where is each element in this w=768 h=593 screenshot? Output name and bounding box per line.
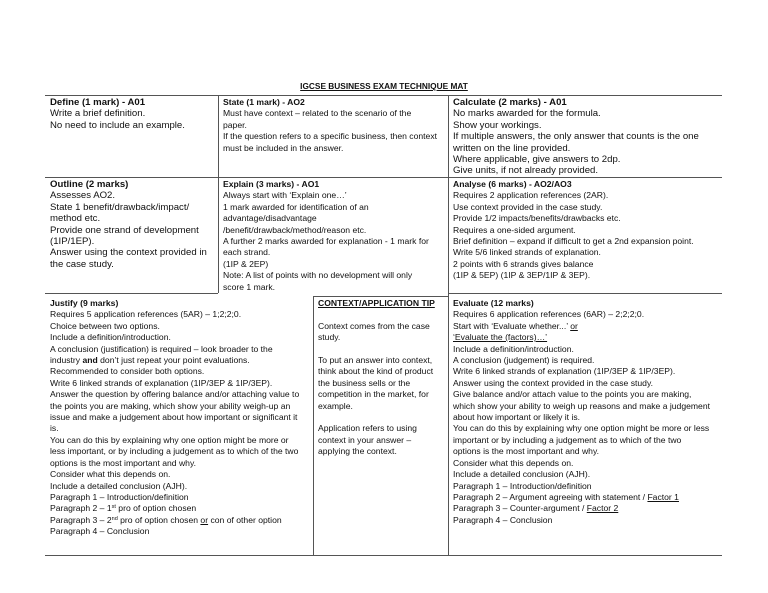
cell-line: Give units, if not already provided.: [453, 165, 599, 177]
row-divider-2-right: [448, 293, 722, 294]
cell-line: options is the most important and why.: [453, 446, 600, 457]
text-segment: st: [111, 504, 116, 511]
cell-state: [218, 96, 448, 155]
cell-line: [318, 309, 443, 320]
cell-line: paper.: [223, 119, 247, 130]
cell-heading: [453, 97, 717, 108]
text-segment: Evaluate (12 marks): [453, 298, 534, 308]
cell-line: Provide 1/2 impacts/benefits/drawbacks etc.: [453, 213, 621, 224]
cell-line: 2 points with 6 strands gives balance: [453, 258, 594, 269]
cell-line: Answer the question by offering balance and/or attaching value to: [50, 389, 300, 400]
text-segment: Factor 1: [647, 491, 679, 502]
text-segment: Analyse (6 marks) - AO2/AO3: [453, 179, 572, 189]
text-segment: pro of option chosen: [117, 514, 201, 525]
cell-line: A conclusion (justification) is required – look broader to the: [50, 343, 273, 354]
cell-line: [50, 515, 308, 526]
cell-line: Write 6 linked strands of explanation (1IP/3EP & 1IP/3EP).: [50, 377, 273, 388]
cell-line: [50, 503, 308, 514]
cell-line: Application refers to using: [318, 423, 417, 434]
cell-heading: [318, 298, 443, 309]
cell-define: [45, 96, 218, 132]
text-segment: CONTEXT/APPLICATION TIP: [318, 298, 435, 308]
cell-line: Always start with ‘Explain one…’: [223, 190, 347, 201]
cell-line: Show your workings.: [453, 119, 542, 131]
cell-line: Write a brief definition.: [50, 108, 146, 120]
cell-line: You can do this by explaining why one option might be more or less: [453, 423, 710, 434]
cell-line: Requires 6 application references (6AR) – 2;2;2;0.: [453, 309, 645, 320]
cell-line: [453, 492, 717, 503]
cell-line: Consider what this depends on.: [453, 457, 574, 468]
text-segment: Start with ‘Evaluate whether...’: [453, 320, 571, 331]
cell-line: written on the line provided.: [453, 142, 571, 154]
cell-line: must be included in the answer.: [223, 142, 344, 153]
table-border-bottom: [45, 555, 722, 556]
cell-line: Context comes from the case: [318, 320, 430, 331]
text-segment: Paragraph 3 – 2: [50, 514, 112, 525]
cell-line: example.: [318, 400, 353, 411]
cell-line: context in your answer –: [318, 434, 412, 445]
cell-line: Provide one strand of development: [50, 224, 199, 236]
cell-heading: [453, 298, 717, 309]
cell-line: State 1 benefit/drawback/impact/: [50, 201, 190, 213]
cell-line: think about the kind of product: [318, 366, 434, 377]
cell-line: No need to include an example.: [50, 119, 185, 131]
cell-line: applying the context.: [318, 446, 397, 457]
cell-line: [453, 332, 717, 343]
page-title: IGCSE BUSINESS EXAM TECHNIQUE MAT: [300, 81, 468, 91]
cell-line: Write 5/6 linked strands of explanation.: [453, 247, 601, 258]
text-segment: and: [82, 355, 98, 366]
cell-evaluate: [448, 297, 722, 527]
text-segment: Paragraph 2 – Argument agreeing with statement /: [453, 491, 648, 502]
cell-line: [453, 321, 717, 332]
cell-line: the business sells or the: [318, 377, 411, 388]
text-segment: Calculate (2 marks) - A01: [453, 97, 567, 108]
cell-line: To put an answer into context,: [318, 355, 433, 366]
cell-line: You can do this by explaining why one option might be more or: [50, 434, 289, 445]
cell-line: Requires a one-sided argument.: [453, 224, 576, 235]
text-segment: industry: [50, 355, 83, 366]
text-segment: ‘Evaluate the (factors)…’: [453, 332, 548, 343]
cell-line: score 1 mark.: [223, 281, 276, 292]
text-segment: Paragraph 3 – Counter-argument /: [453, 503, 587, 514]
cell-line: Paragraph 4 – Conclusion: [50, 526, 150, 537]
cell-line: Write 6 linked strands of explanation (1IP/3EP & 1IP/3EP).: [453, 366, 676, 377]
cell-line: 1 mark awarded for identification of an: [223, 201, 369, 212]
cell-line: Paragraph 1 – Introduction/definition: [50, 491, 189, 502]
cell-line: Include a definition/introduction.: [50, 332, 171, 343]
cell-line: Include a detailed conclusion (AJH).: [50, 480, 188, 491]
cell-context-tip: [313, 297, 448, 459]
cell-line: Answer using the context provided in: [50, 247, 207, 259]
cell-line: Requires 5 application references (5AR) – 1;2;2;0.: [50, 309, 242, 320]
cell-line: study.: [318, 332, 341, 343]
cell-line: Answer using the context provided in the case study.: [453, 377, 653, 388]
text-segment: Outline (2 marks): [50, 179, 129, 190]
cell-heading: [50, 179, 213, 190]
text-segment: or: [200, 514, 209, 525]
cell-outline: [45, 178, 218, 271]
cell-line: Consider what this depends on.: [50, 469, 171, 480]
cell-line: important or by including a judgement as to which of the two: [453, 434, 682, 445]
cell-line: Must have context – related to the scenario of the: [223, 108, 412, 119]
text-segment: con of other option: [208, 514, 282, 525]
text-segment: Factor 2: [586, 503, 619, 514]
cell-line: (1IP & 2EP): [223, 258, 269, 269]
cell-heading: [223, 97, 443, 108]
cell-line: less important, or by including a judgement as to which of the two: [50, 446, 299, 457]
row-divider-2-left: [45, 293, 218, 294]
cell-line: about how important or likely it is.: [453, 412, 581, 423]
cell-analyse: [448, 178, 722, 283]
cell-heading: [50, 97, 213, 108]
cell-heading: [50, 298, 308, 309]
cell-line: (1IP/1EP).: [50, 236, 95, 248]
cell-line: Assesses AO2.: [50, 190, 116, 202]
cell-line: Choice between two options.: [50, 320, 160, 331]
cell-line: which show your ability to weigh up reasons and make a judgement: [453, 400, 711, 411]
cell-line: method etc.: [50, 213, 101, 225]
cell-line: competition in the market, for: [318, 389, 429, 400]
cell-line: issue and make a judgement about how important or significant it: [50, 412, 298, 423]
cell-line: /benefit/drawback/method/reason etc.: [223, 224, 367, 235]
cell-line: [453, 503, 717, 514]
text-segment: Justify (9 marks): [50, 298, 119, 308]
cell-heading: [223, 179, 443, 190]
cell-line: Paragraph 1 – Introduction/definition: [453, 480, 592, 491]
cell-line: Include a definition/introduction.: [453, 343, 574, 354]
cell-line: Use context provided in the case study.: [453, 201, 603, 212]
cell-line: Where applicable, give answers to 2dp.: [453, 154, 621, 166]
cell-line: the points you are making, which show your ability weigh-up an: [50, 400, 291, 411]
cell-line: Requires 2 application references (2AR).: [453, 190, 609, 201]
cell-line: the case study.: [50, 258, 114, 270]
cell-line: If the question refers to a specific business, then context: [223, 131, 438, 142]
cell-line: [318, 344, 443, 355]
text-segment: State (1 mark) - AO2: [223, 97, 305, 107]
text-segment: don’t just repeat your point evaluations.: [97, 355, 250, 366]
cell-heading: [453, 179, 717, 190]
cell-justify: [45, 297, 313, 539]
text-segment: Paragraph 2 – 1: [50, 503, 112, 514]
cell-calculate: [448, 96, 722, 178]
cell-line: [50, 355, 308, 366]
cell-explain: [218, 178, 448, 294]
cell-line: Give balance and/or attach value to the points you are making,: [453, 389, 692, 400]
cell-line: Brief definition – expand if difficult to get a 2nd expansion point.: [453, 236, 694, 247]
cell-line: each strand.: [223, 247, 271, 258]
cell-line: Include a detailed conclusion (AJH).: [453, 469, 591, 480]
cell-line: If multiple answers, the only answer that counts is the one: [453, 131, 699, 143]
cell-line: Note: A list of points with no development will only: [223, 270, 413, 281]
cell-line: A further 2 marks awarded for explanation - 1 mark for: [223, 236, 429, 247]
text-segment: Define (1 mark) - A01: [50, 97, 146, 108]
cell-line: (1IP & 5EP) (1IP & 3EP/1IP & 3EP).: [453, 270, 591, 281]
cell-line: Paragraph 4 – Conclusion: [453, 514, 553, 525]
text-segment: pro of option chosen: [115, 503, 197, 514]
text-segment: Explain (3 marks) - AO1: [223, 179, 320, 189]
text-segment: nd: [111, 515, 118, 522]
cell-line: is.: [50, 423, 59, 434]
cell-line: advantage/disadvantage: [223, 213, 317, 224]
text-segment: or: [570, 320, 578, 331]
cell-line: A conclusion (judgement) is required.: [453, 355, 595, 366]
cell-line: options is the most important and why.: [50, 457, 197, 468]
cell-line: No marks awarded for the formula.: [453, 108, 601, 120]
cell-line: [318, 412, 443, 423]
cell-line: Recommended to consider both options.: [50, 366, 205, 377]
